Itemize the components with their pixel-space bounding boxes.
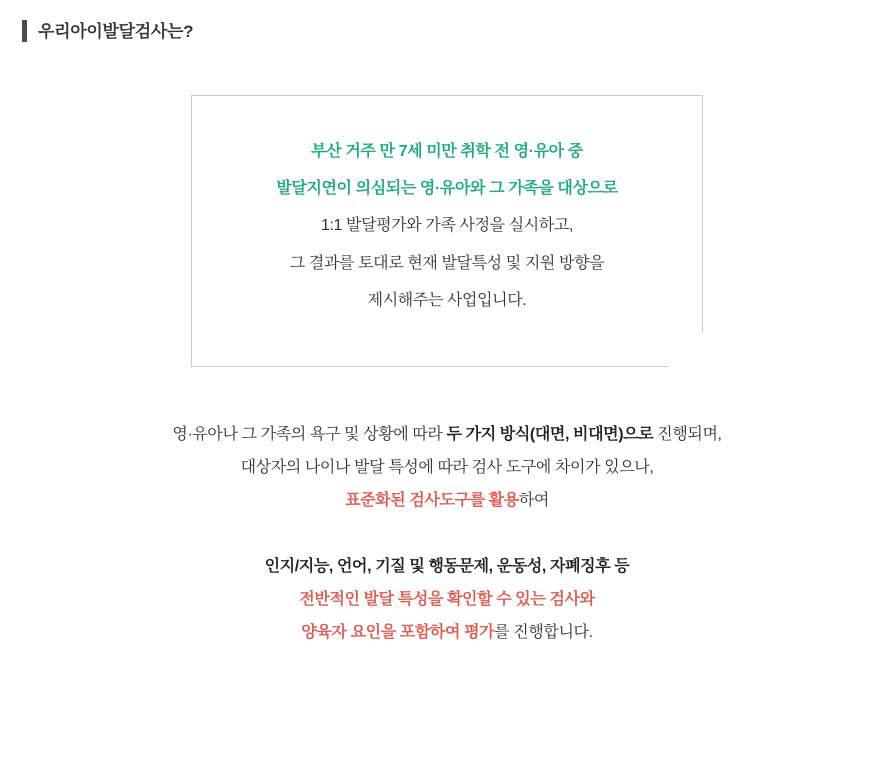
- page-root: [0, 20, 894, 772]
- body-p2-line3-highlight: 양육자 요인을 포함하여 평가: [301, 623, 495, 641]
- callout-wrapper: [191, 95, 703, 367]
- body-p1-line2: [0, 456, 894, 480]
- body-p2-line3: [0, 621, 894, 645]
- body-p2-line2: [0, 588, 894, 612]
- body-p1-line1: [0, 423, 894, 447]
- body-p1-line1-bold: 두 가지 방식(대면, 비대면)으로: [446, 425, 654, 443]
- intro-callout-box: [191, 95, 703, 367]
- body-p1-line3: [0, 489, 894, 513]
- section-accent-bar: [22, 20, 27, 42]
- callout-line-3-text: 1:1 발달평가와 가족 사정을 실시하고,: [320, 217, 574, 235]
- callout-line-5: [212, 289, 682, 312]
- callout-line-5-text: 제시해주는 사업입니다.: [367, 291, 527, 309]
- callout-line-1: [212, 140, 682, 163]
- body-p1-line1-post: 진행되며,: [653, 425, 722, 443]
- callout-line-1-highlight: 부산 거주 만 7세 미만 취학 전 영·유아 중: [311, 143, 583, 160]
- callout-line-3: [212, 214, 682, 237]
- body-p2-line1-bold: 인지/지능, 언어, 기질 및 행동문제, 운동성, 자폐징후 등: [264, 557, 630, 575]
- folded-corner-inner-icon: [669, 333, 703, 367]
- body-p2-line1: [0, 555, 894, 579]
- body-p2-line2-post: 와: [579, 590, 595, 608]
- page-title: 우리아이발달검사는?: [38, 21, 194, 41]
- body-p1-line2-text: 대상자의 나이나 발달 특성에 따라 검사 도구에 차이가 있으나,: [240, 458, 654, 476]
- body-p1-line1-pre: 영·유아나 그 가족의 욕구 및 상황에 따라: [172, 425, 447, 443]
- body-p2-line3-post: 를 진행합니다.: [494, 623, 593, 641]
- body-paragraph-1: [0, 423, 894, 513]
- body-paragraph-2: [0, 555, 894, 645]
- callout-line-2-highlight: 발달지연이 의심되는 영·유아와 그 가족을 대상으로: [276, 180, 618, 198]
- callout-line-4-text: 그 결과를 토대로 현재 발달특성 및 지원 방향을: [289, 254, 605, 272]
- section-header: [22, 20, 894, 42]
- callout-line-4: [212, 252, 682, 275]
- callout-line-2: [212, 177, 682, 200]
- body-p2-line2-highlight: 전반적인 발달 특성을 확인할 수 있는 검사: [299, 590, 580, 608]
- body-p1-line3-highlight: 표준화된 검사도구를 활용: [345, 491, 519, 509]
- body-p1-line3-post: 하여: [518, 491, 549, 509]
